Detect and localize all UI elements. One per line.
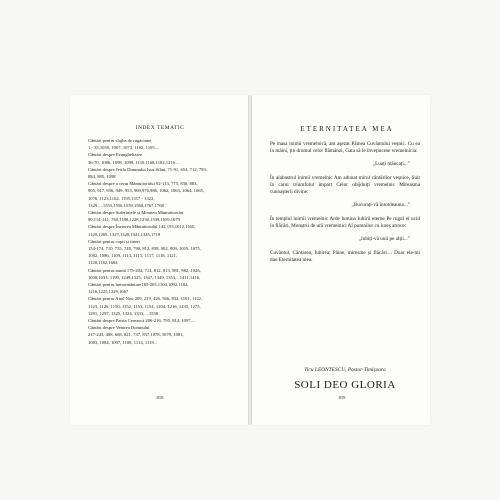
index-line: 1120,1162,1684 xyxy=(88,260,118,266)
index-line: 1216,1225,1229,1667 xyxy=(88,289,129,295)
index-line: 1329.....1555,1556,1559,1560,1767,1768 xyxy=(88,202,164,208)
index-line: 905, 917, 936, 949, 953, 969,976,986, 1062, 1063, 1064, 1065, xyxy=(88,188,204,194)
index-line: 1083, 1084, 1097, 1108, 1114, 1119... xyxy=(88,339,158,345)
index-title: INDEX TEMATIC xyxy=(135,125,185,131)
index-line: 1082, 1086, 1109, 1113, 1115, 1117, 1118, 1121, xyxy=(88,253,178,259)
poem-paragraph: Pe masa inimii vremelnică, am așezat Pâinea Cuvântului veșnic. Cu ea în mâini, țin drumul celor flămânzi, Gata să le învețincese vremelnicia: xyxy=(270,141,420,155)
index-line: Cântări pentru înmormântare185-205,1104,1092,1182, xyxy=(88,282,189,288)
index-line: 154-174, 710, 735, 748, 790, 812, 858, 902, 909, 1019, 1075, xyxy=(88,246,201,252)
index-line: Cântări despre Suferințele și Moartea Mântuitorului xyxy=(88,210,184,216)
poem-paragraph: În alabastrul inimii vremelnic Am adunat mirul cântărilor veșnice, Suit în carul triumfului împart Celor obijduiți vremelnic Mireasma cunoașterii divine: xyxy=(270,174,420,196)
poem-paragraph: În templul inimii vremelnic Arde lumina Iubirii eterne Pe rugul ei ucid în flăcări, Monștrii de ură vremelnici Ai pumnilor cu iureș atroce: xyxy=(270,216,420,230)
poem-paragraph: Cuvântul, Cântarea, Iubirea; Pâine, miresme și flăcări.... Doar ele-mi dau Eternitatea mea. xyxy=(270,249,420,264)
left-page xyxy=(70,95,248,425)
index-line: Cântări despre Venirea Domnului xyxy=(88,325,150,331)
index-line: Cântări despre a cerut Mântuitorului 92-113, 775, 830, 883, xyxy=(88,181,198,187)
poem-refrain: „Iubiți-vă unii pe alții...” xyxy=(358,235,410,242)
index-line: Cântări despre Patria Cerească 206-216, 795, 814, 1097,... xyxy=(88,318,196,324)
index-line: Cântări despre Învierea Mântuitorului 142,155,1012,1165, xyxy=(88,224,196,230)
index-line: Cântări despre Jertfa Domnului Isus Sfânt, 71-91, 654, 712, 793, xyxy=(88,166,207,172)
index-line: Cântări pentru slujba de rugăciune xyxy=(88,138,152,143)
index-line: 1 - 35,1050, 1067, 1073, 1102, 1105.... xyxy=(88,145,160,151)
index-line: Cântări pentru nuntă 175-204, 714, 812, 813, 981, 982, 1026, xyxy=(88,267,201,273)
closing-motto: SOLI DEO GLORIA xyxy=(294,379,396,391)
index-line: 1120,1269, 1327,1328,1341,1345,1719 xyxy=(88,231,161,237)
right-page xyxy=(252,95,430,425)
poem-body xyxy=(270,141,420,270)
poem-title: ETERNITATEA MEA xyxy=(300,125,394,133)
index-line: 1291, 1297, 1325, 1324, 1333, ...1558 xyxy=(88,310,159,316)
index-line: 1030,1033, 1199, 1249,1325, 1347, 1349, 1353,...1411,1416, xyxy=(88,274,201,280)
index-line: Cântări pentru Anul Nou 209, 219, 426, 566, 832, 1101, 1122, xyxy=(88,296,203,302)
index-line: 1076, 1123,1162, 1195,1317 - 1322, xyxy=(88,195,155,201)
index-line: 217-243, 408, 668, 821, 737, 837,1078, 1079, 1081, xyxy=(88,332,184,338)
index-line: 36-70, 1086, 1098, 1099, 1110,1168,1182,1216..... xyxy=(88,159,181,165)
author-signature: Ticu LEONTESCU, Pastor-Timișoara xyxy=(304,367,386,373)
page-number-right: 819 xyxy=(338,395,346,400)
index-line: 1123, 1126, 1150, 1152, 1153, 1154, 1204, 1216, 1235, 1275, xyxy=(88,303,201,309)
page-number-left: 818 xyxy=(156,395,164,400)
index-line: Cântări pentru copii și tineri xyxy=(88,238,140,244)
poem-refrain: „Bucurați-vă întotdeauna...” xyxy=(351,201,410,208)
index-line: 884, 885, 1098 xyxy=(88,174,116,180)
poem-refrain: „Luați mâncați...” xyxy=(372,160,410,167)
index-body xyxy=(88,137,234,346)
index-line: Cântări despre Evanghelizare xyxy=(88,152,143,158)
index-line: 90,114-141, 760,1188,1228,1230,1339,1659,1679 xyxy=(88,217,180,223)
